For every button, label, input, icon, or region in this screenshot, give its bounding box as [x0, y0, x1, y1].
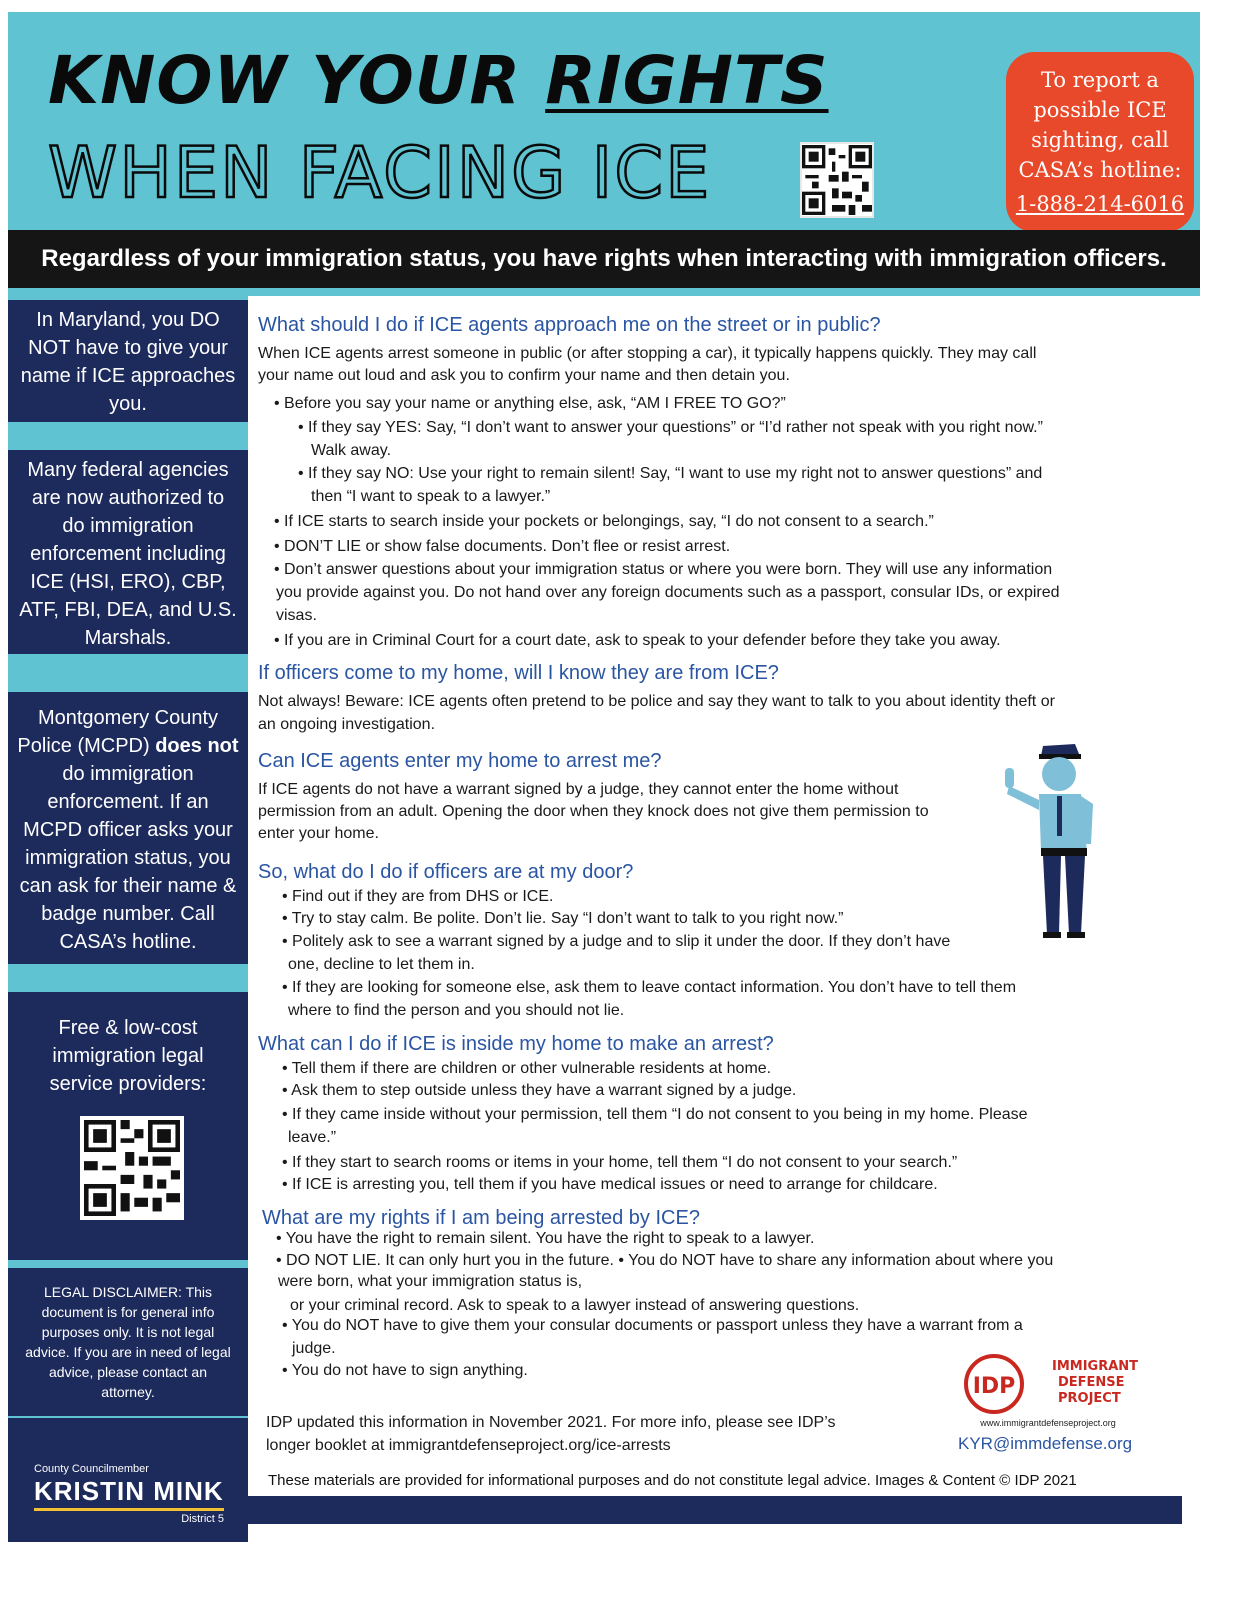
sidebar-text: MCPD officer asks your: [23, 819, 233, 841]
footer-disclaimer: These materials are provided for informational purposes and do not constitute legal advice. Images & Content © IDP 2021: [268, 1472, 1077, 1489]
bullet-item: judge.: [292, 1340, 336, 1357]
idp-email-link[interactable]: KYR@immdefense.org: [958, 1434, 1133, 1453]
sidebar-text: do immigration: [62, 515, 194, 537]
qr-code-top[interactable]: [800, 142, 874, 218]
bullet-item: • You do not have to sign anything.: [282, 1362, 528, 1379]
idp-word: DEFENSE: [1058, 1375, 1125, 1390]
body-text: enter your home.: [258, 825, 379, 842]
bullet-item: • Before you say your name or anything else, ask, “AM I FREE TO GO?”: [274, 395, 786, 412]
title-know-your: KNOW YOUR: [48, 42, 546, 119]
qr-code-icon: [84, 1120, 180, 1216]
question-at-door: So, what do I do if officers are at my door?: [258, 861, 634, 883]
disclaimer-text: advice. If you are in need of legal: [25, 1344, 231, 1360]
sidebar-text: enforcement. If an: [47, 791, 209, 813]
title-line-2: WHEN FACING ICE: [48, 132, 712, 214]
body-text: permission from an adult. Opening the door when they knock does not give them permission to: [258, 803, 929, 820]
bullet-item: • You have the right to remain silent. You have the right to speak to a lawyer.: [276, 1230, 815, 1247]
question-inside-home: What can I do if ICE is inside my home to make an arrest?: [258, 1033, 774, 1055]
bullet-item: • Tell them if there are children or other vulnerable residents at home.: [282, 1060, 772, 1077]
body-text: an ongoing investigation.: [258, 716, 436, 733]
sidebar-text: you.: [109, 393, 147, 415]
bullet-item: leave.”: [288, 1129, 337, 1146]
councilmember-district: District 5: [181, 1513, 224, 1525]
sidebar-text: Many federal agencies: [27, 459, 229, 481]
sidebar: [8, 296, 248, 1542]
update-note: IDP updated this information in November 2021. For more info, please see IDP’s: [266, 1414, 836, 1431]
sidebar-text: Free & low-cost: [58, 1017, 198, 1039]
bullet-item: were born, what your immigration status is,: [278, 1273, 583, 1290]
bullet-item: • DO NOT LIE. It can only hurt you in the future. • You do NOT have to share any information about where you: [276, 1252, 1054, 1269]
divider-strip: [8, 288, 1200, 296]
rights-banner: Regardless of your immigration status, you have rights when interacting with immigration officers.: [8, 230, 1200, 288]
bullet-item: • If they say NO: Use your right to remain silent! Say, “I want to use my right not to answer questions” and: [298, 465, 1043, 482]
qr-code-icon: [802, 144, 872, 216]
sidebar-text: ICE (HSI, ERO), CBP,: [30, 571, 226, 593]
body-text: When ICE agents arrest someone in public (or after stopping a car), it typically happens quickly. They may call: [258, 345, 1037, 362]
sidebar-text: do immigration: [62, 763, 194, 785]
question-public: What should I do if ICE agents approach me on the street or in public?: [258, 314, 881, 336]
sidebar-text: ATF, FBI, DEA, and U.S.: [19, 599, 237, 621]
qr-code-providers[interactable]: [80, 1116, 184, 1220]
bullet-item: • If they start to search rooms or items in your home, tell them “I do not consent to your search.”: [282, 1154, 958, 1171]
idp-word: IMMIGRANT: [1052, 1359, 1139, 1374]
bullet-item: • Find out if they are from DHS or ICE.: [282, 888, 554, 905]
councilmember-name: KRISTIN MINK: [34, 1476, 224, 1511]
sidebar-councilmember: [8, 1418, 248, 1542]
idp-website-link[interactable]: www.immigrantdefenseproject.org: [980, 1418, 1116, 1428]
sidebar-legal-disclaimer: [8, 1268, 248, 1416]
sidebar-box-mcpd: [8, 692, 248, 964]
sidebar-text: enforcement including: [30, 543, 226, 565]
body-text: your name out loud and ask you to confirm your name and then detain you.: [258, 367, 790, 384]
bullet-item: you provide against you. Do not hand over any foreign documents such as a passport, consular IDs, or expired: [276, 584, 1060, 601]
disclaimer-text: attorney.: [101, 1384, 155, 1400]
sidebar-box-maryland: [8, 300, 248, 422]
bullet-item: then “I want to speak to a lawyer.”: [311, 488, 551, 505]
bullet-item: • If they say YES: Say, “I don’t want to answer your questions” or “I’d rather not speak with you right now.”: [298, 419, 1043, 436]
question-officers-home: If officers come to my home, will I know they are from ICE?: [258, 662, 779, 684]
bullet-item: • Don’t answer questions about your immigration status or where you were born. They will use any information: [274, 561, 1053, 578]
sidebar-text: Montgomery County: [37, 707, 219, 729]
disclaimer-text: purposes only. It is not legal: [41, 1324, 215, 1340]
bullet-item: • If they came inside without your permission, tell them “I do not consent to you being in my home. Please: [282, 1106, 1028, 1123]
bullet-item: • Try to stay calm. Be polite. Don’t lie. Say “I don’t want to talk to you right now.”: [282, 910, 844, 927]
bullet-item: or your criminal record. Ask to speak to a lawyer instead of answering questions.: [290, 1297, 860, 1314]
bullet-item: Walk away.: [311, 442, 392, 459]
sidebar-text: immigration status, you: [25, 847, 231, 869]
sidebar-text: [14, 732, 242, 760]
sidebar-text: CASA’s hotline.: [59, 931, 197, 953]
bullet-item: visas.: [276, 607, 317, 624]
title-rights: RIGHTS: [545, 42, 829, 119]
bullet-item: one, decline to let them in.: [288, 956, 475, 973]
disclaimer-text: advice, please contact an: [49, 1364, 207, 1380]
question-enter-home: Can ICE agents enter my home to arrest me?: [258, 750, 662, 772]
bottom-bar: [248, 1496, 1182, 1524]
police-officer-illustration: [995, 740, 1125, 940]
sidebar-bold-text: does not: [155, 735, 239, 757]
hotline-line: CASA’s hotline:: [1018, 158, 1182, 182]
question-being-arrested: What are my rights if I am being arrested by ICE?: [262, 1207, 700, 1229]
councilmember-label: County Councilmember: [34, 1463, 149, 1475]
idp-word: PROJECT: [1058, 1391, 1121, 1406]
sidebar-text: are now authorized to: [31, 487, 225, 509]
idp-abbr: IDP: [972, 1374, 1016, 1399]
sidebar-box-legal-providers: [8, 992, 248, 1260]
bullet-item: • If ICE is arresting you, tell them if you have medical issues or need to arrange for childcare.: [282, 1176, 938, 1193]
bullet-item: where to find the person and you should not lie.: [288, 1002, 625, 1019]
sidebar-text: can ask for their name &: [19, 875, 237, 897]
sidebar-text: NOT have to give your: [28, 337, 228, 359]
bullet-item: • Ask them to step outside unless they have a warrant signed by a judge.: [282, 1082, 797, 1099]
sidebar-box-agencies: [8, 450, 248, 654]
bullet-item: • If you are in Criminal Court for a court date, ask to speak to your defender before they take you away.: [274, 632, 1001, 649]
sidebar-text: immigration legal: [52, 1045, 204, 1067]
body-text: If ICE agents do not have a warrant signed by a judge, they cannot enter the home without: [258, 781, 899, 798]
sidebar-text: Marshals.: [84, 627, 172, 649]
sidebar-text: badge number. Call: [41, 903, 215, 925]
body-text: Not always! Beware: ICE agents often pretend to be police and say they want to talk to you about identity theft or: [258, 693, 1055, 710]
hotline-line: possible ICE: [1033, 98, 1167, 122]
sidebar-text: In Maryland, you DO: [36, 309, 220, 331]
disclaimer-text: LEGAL DISCLAIMER: This: [43, 1284, 213, 1300]
title-line-1: [48, 42, 829, 119]
hotline-number-link[interactable]: 1-888-214-6016: [1015, 192, 1185, 216]
sidebar-text: name if ICE approaches: [20, 365, 236, 387]
sidebar-text: service providers:: [49, 1073, 207, 1095]
bullet-item: • If ICE starts to search inside your pockets or belongings, say, “I do not consent to a search.”: [274, 513, 934, 530]
sidebar-text: Police (MCPD): [17, 735, 156, 757]
bullet-item: • If they are looking for someone else, ask them to leave contact information. You don’t have to tell them: [282, 979, 1017, 996]
idp-logo: [960, 1348, 1140, 1418]
bullet-item: • Politely ask to see a warrant signed by a judge and to slip it under the door. If they don’t have: [282, 933, 951, 950]
hotline-line: To report a: [1041, 68, 1159, 92]
disclaimer-text: document is for general info: [41, 1304, 215, 1320]
bullet-item: • You do NOT have to give them your consular documents or passport unless they have a warrant from a: [282, 1317, 1023, 1334]
hotline-line: sighting, call: [1031, 128, 1169, 152]
update-note: longer booklet at immigrantdefenseproject.org/ice-arrests: [266, 1437, 671, 1454]
bullet-item: • DON’T LIE or show false documents. Don’t flee or resist arrest.: [274, 538, 731, 555]
header: [8, 12, 1200, 230]
hotline-callout: [1006, 52, 1194, 232]
